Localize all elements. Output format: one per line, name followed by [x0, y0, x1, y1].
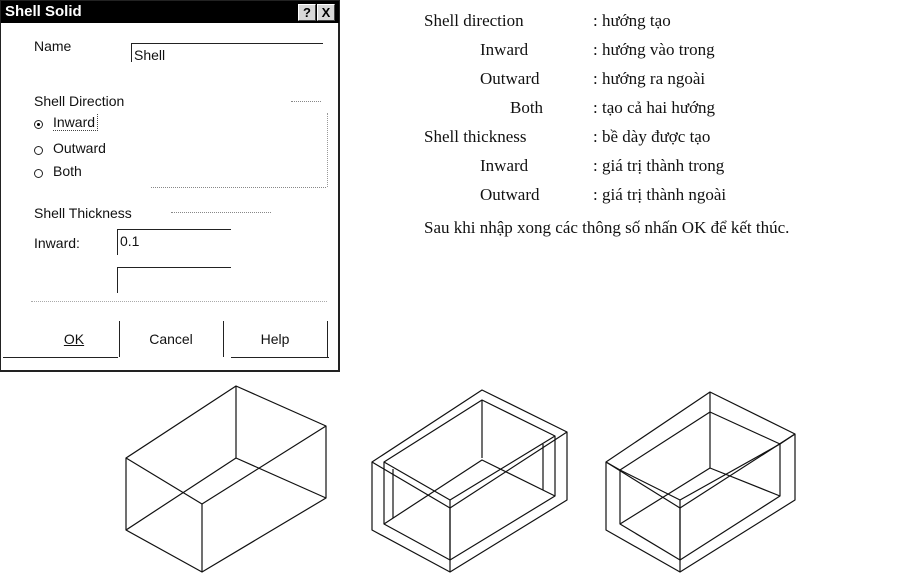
- cancel-button-label[interactable]: Cancel: [149, 331, 193, 347]
- desc-shell-direction: : hướng tạo: [593, 11, 671, 30]
- shell-thickness-label: Shell Thickness: [34, 205, 132, 221]
- radio-inward-label[interactable]: Inward: [53, 114, 98, 131]
- term-inward: Inward: [480, 40, 529, 59]
- radio-outward-label[interactable]: Outward: [53, 140, 106, 156]
- term-shell-thickness: Shell thickness: [424, 127, 527, 146]
- ok-button-label[interactable]: OK: [63, 331, 85, 347]
- name-label: Name: [34, 38, 72, 54]
- term-both: Both: [510, 98, 544, 117]
- desc-shell-thickness: : bề dày được tạo: [593, 127, 711, 146]
- term-inward-thickness: Inward: [480, 156, 529, 175]
- desc-both: : tạo cả hai hướng: [593, 98, 716, 117]
- shell-direction-label: Shell Direction: [34, 93, 125, 109]
- shell-inward-figure: [606, 392, 795, 572]
- desc-outward-thickness: : giá trị thành ngoài: [593, 185, 727, 204]
- term-shell-direction: Shell direction: [424, 11, 524, 30]
- desc-outward: : hướng ra ngoài: [593, 69, 706, 88]
- solid-box-figure: [126, 386, 326, 572]
- radio-both-label[interactable]: Both: [53, 163, 82, 179]
- help-button-label[interactable]: Help: [260, 331, 290, 347]
- close-icon[interactable]: X: [317, 4, 335, 21]
- instruction-paragraph: Sau khi nhập xong các thông số nhấn OK để kết thúc.: [424, 218, 790, 237]
- name-value: Shell: [134, 47, 166, 63]
- shell-both-figure: [372, 390, 567, 572]
- desc-inward-thickness: : giá trị thành trong: [593, 156, 725, 175]
- term-outward-thickness: Outward: [480, 185, 540, 204]
- inward-thickness-label: Inward:: [34, 235, 80, 251]
- desc-inward: : hướng vào trong: [593, 40, 715, 59]
- inward-thickness-value: 0.1: [120, 233, 140, 249]
- help-icon[interactable]: ?: [298, 4, 316, 21]
- dialog-title: Shell Solid: [5, 3, 82, 20]
- term-outward: Outward: [480, 69, 540, 88]
